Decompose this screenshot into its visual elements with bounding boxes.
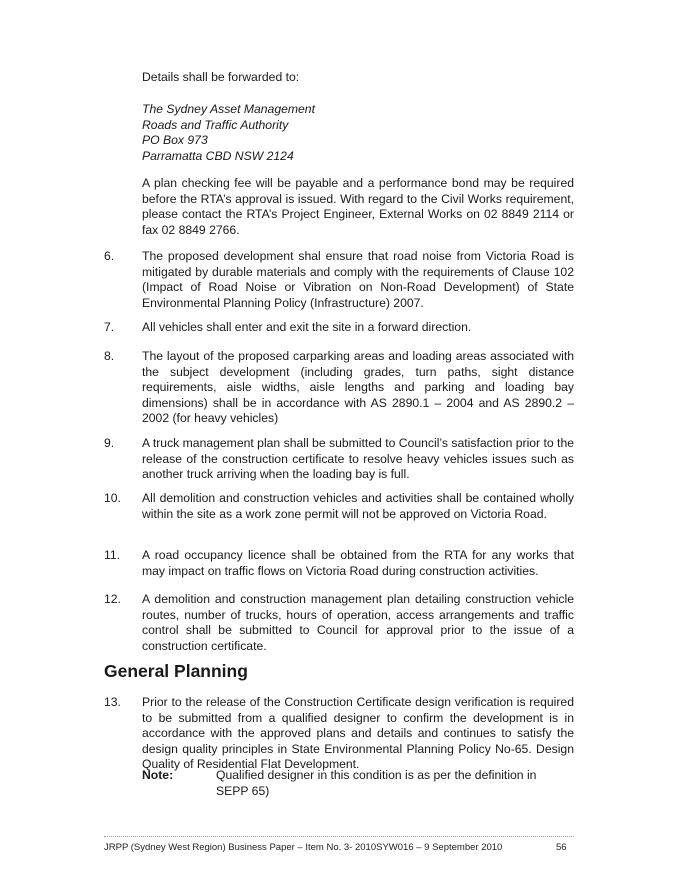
condition-text: A truck management plan shall be submitted to Council’s satisfaction prior to the release of the construction certificate to resolve heavy vehicles issues such as another truck arriving when the loading bay is full. bbox=[142, 436, 574, 482]
condition-number: 9. bbox=[104, 436, 115, 450]
address-line: The Sydney Asset Management bbox=[142, 102, 315, 116]
footer-divider bbox=[104, 836, 574, 837]
note-label: Note: bbox=[142, 768, 174, 782]
section-heading: General Planning bbox=[104, 661, 248, 681]
condition-8 bbox=[104, 349, 574, 427]
condition-6 bbox=[104, 249, 574, 311]
footer-text: JRPP (Sydney West Region) Business Paper – Item No. 3- 2010SYW016 – 9 September 2010 bbox=[104, 842, 503, 853]
condition-number: 7. bbox=[104, 320, 115, 334]
address-line: PO Box 973 bbox=[142, 133, 208, 148]
address-block bbox=[142, 102, 574, 164]
condition-number: 10. bbox=[104, 491, 121, 505]
condition-number: 11. bbox=[104, 548, 121, 562]
condition-text: The proposed development shal ensure that road noise from Victoria Road is mitigated by durable materials and comply with the requirements of Clause 102 (Impact of Road Noise or Vibration on Non-Road Development) of State Environmental Planning Policy (Infrastructure) 2007. bbox=[142, 249, 574, 310]
condition-10 bbox=[104, 491, 574, 522]
condition-text: Prior to the release of the Construction Certificate design verification is required to be submitted from a qualified designer to confirm the development is in accordance with the approved plans and details and continues to satisfy the design quality principles in State Environmental Planning Policy No-65. Design Quality of Residential Flat Development. bbox=[142, 695, 574, 772]
condition-text: A road occupancy licence shall be obtained from the RTA for any works that may impact on traffic flows on Victoria Road during construction activities. bbox=[142, 548, 574, 578]
condition-text: The layout of the proposed carparking areas and loading areas associated with the subject development (including grades, turn paths, sight distance requirements, aisle widths, aisle lengths and parking and loading bay dimensions) shall be in accordance with AS 2890.1 – 2004 and AS 2890.2 – 2002 (for heavy vehicles) bbox=[142, 349, 574, 426]
condition-13 bbox=[104, 695, 574, 773]
forward-label: Details shall be forwarded to: bbox=[142, 70, 300, 84]
address-line: Parramatta CBD NSW 2124 bbox=[142, 148, 294, 163]
note-block bbox=[142, 768, 556, 799]
condition-12 bbox=[104, 592, 574, 654]
condition-number: 13. bbox=[104, 695, 121, 709]
condition-7 bbox=[104, 320, 574, 336]
page-number: 56 bbox=[556, 842, 567, 853]
fee-paragraph: A plan checking fee will be payable and a performance bond may be required before the RTA’s approval is issued. With regard to the Civil Works requirement, please contact the RTA’s Project Engineer, External Works on 02 8849 2114 or fax 02 8849 2766. bbox=[142, 176, 574, 237]
condition-text: A demolition and construction management plan detailing construction vehicle routes, number of trucks, hours of operation, access arrangements and traffic control shall be submitted to Council for approval prior to the issue of a construction certificate. bbox=[142, 592, 574, 653]
condition-11 bbox=[104, 548, 574, 579]
condition-text: All vehicles shall enter and exit the site in a forward direction. bbox=[142, 320, 472, 334]
note-text: Qualified designer in this condition is as per the definition in SEPP 65) bbox=[216, 768, 537, 798]
condition-9 bbox=[104, 436, 574, 483]
address-line: Roads and Traffic Authority bbox=[142, 117, 289, 132]
condition-number: 8. bbox=[104, 349, 115, 363]
condition-number: 6. bbox=[104, 249, 115, 263]
condition-number: 12. bbox=[104, 592, 121, 606]
condition-text: All demolition and construction vehicles and activities shall be contained wholly within the site as a work zone permit will not be approved on Victoria Road. bbox=[142, 491, 574, 521]
